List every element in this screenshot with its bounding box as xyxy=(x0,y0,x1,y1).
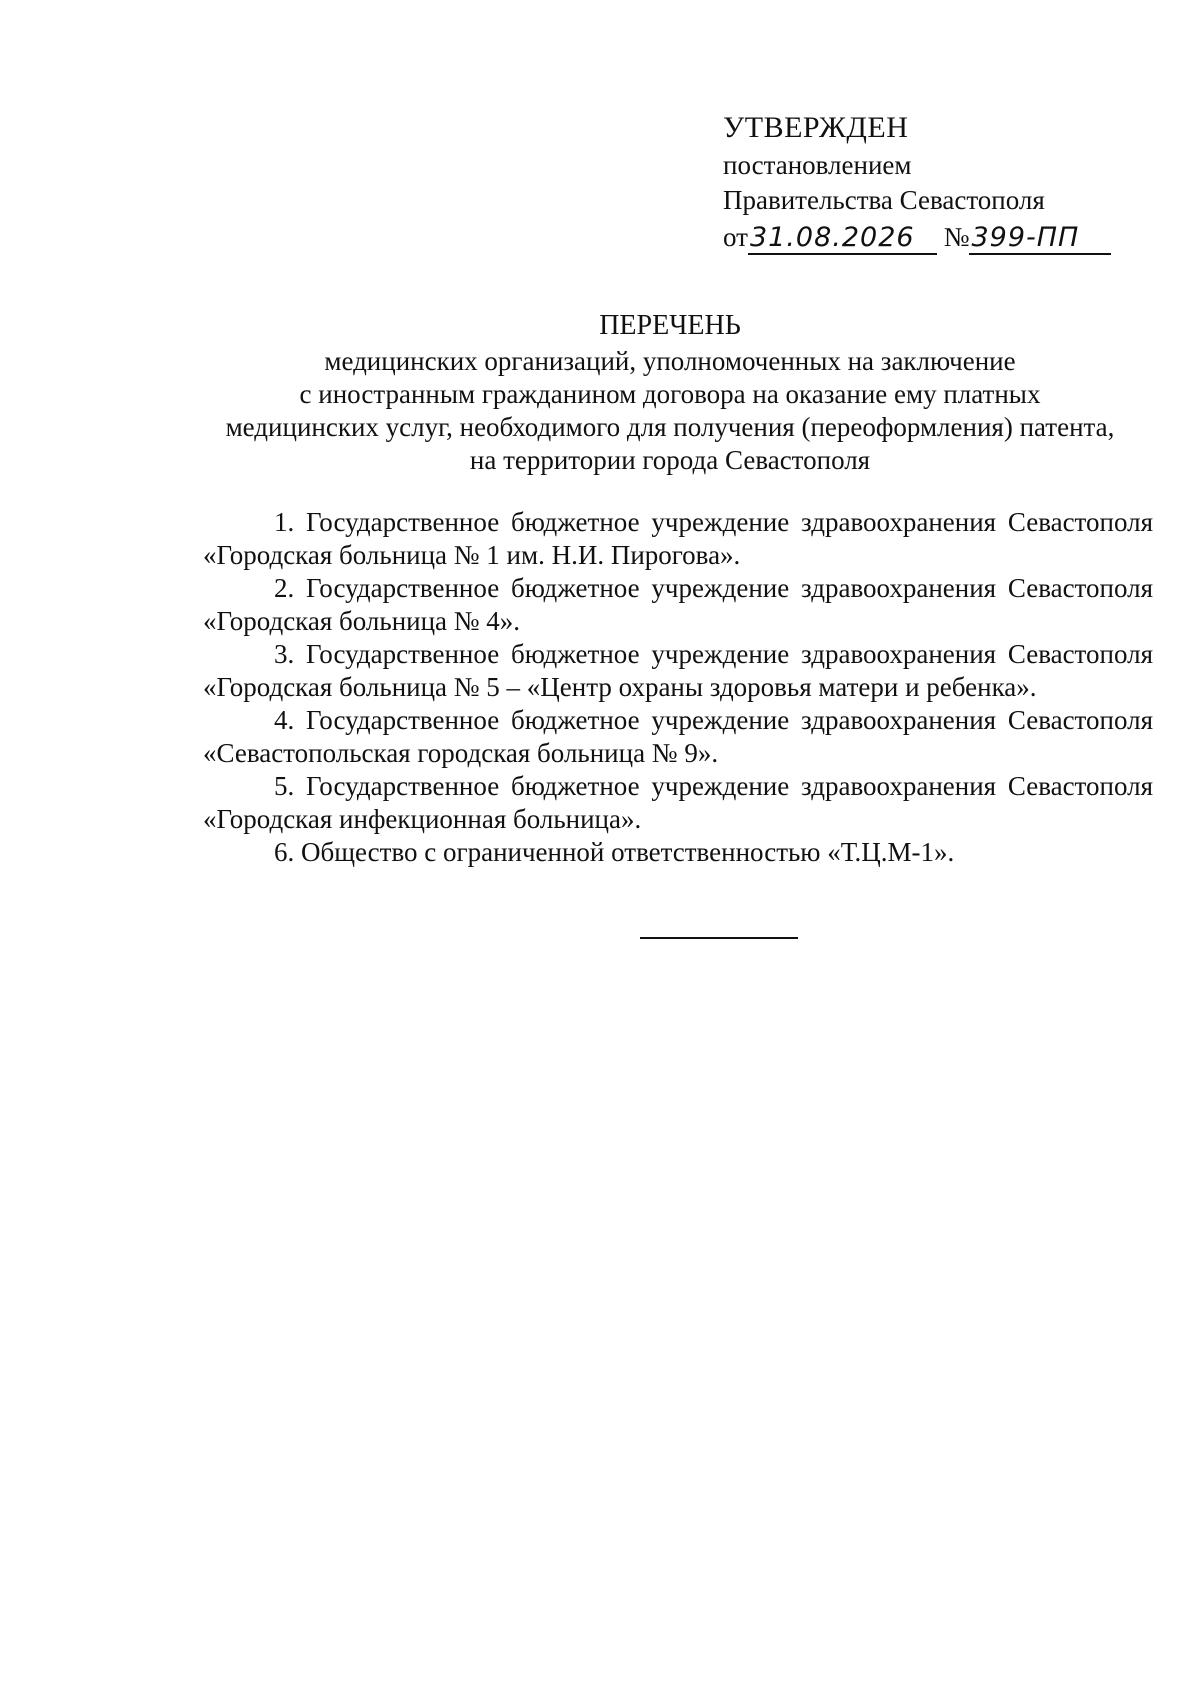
number-prefix: № xyxy=(943,222,970,252)
list-item: 5. Государственное бюджетное учреждение здравоохранения Севастополя «Городская инфекционная больница». xyxy=(203,771,1153,834)
handwritten-number: 399-ПП xyxy=(969,223,1111,255)
title-line-4: на территории города Севастополя xyxy=(469,445,871,475)
title-heading: ПЕРЕЧЕНЬ xyxy=(599,310,741,341)
organization-list xyxy=(203,506,1153,869)
document-title xyxy=(190,309,1150,477)
handwritten-date: 31.08.2026 xyxy=(748,223,937,255)
title-line-2: с иностранным гражданином договора на оказание ему платных xyxy=(299,379,1041,409)
approval-line-1: постановлением xyxy=(723,150,912,180)
list-item: 3. Государственное бюджетное учреждение здравоохранения Севастополя «Городская больница № 5 – «Центр охраны здоровья матери и ребенка». xyxy=(203,639,1153,702)
list-item: 6. Общество с ограниченной ответственностью «Т.Ц.М-1». xyxy=(274,837,955,867)
title-line-1: медицинских организаций, уполномоченных на заключение xyxy=(324,346,1016,376)
list-item: 4. Государственное бюджетное учреждение здравоохранения Севастополя «Севастопольская городская больница № 9». xyxy=(203,705,1153,768)
approval-block xyxy=(723,108,1143,255)
date-prefix: от xyxy=(723,222,748,252)
approval-line-2: Правительства Севастополя xyxy=(723,185,1045,215)
list-item: 1. Государственное бюджетное учреждение здравоохранения Севастополя «Городская больница № 1 им. Н.И. Пирогова». xyxy=(203,507,1153,570)
closing-rule xyxy=(640,937,798,939)
approval-date-line xyxy=(723,220,1143,255)
list-item: 2. Государственное бюджетное учреждение здравоохранения Севастополя «Городская больница № 4». xyxy=(203,573,1153,636)
title-line-3: медицинских услуг, необходимого для получения (переоформления) патента, xyxy=(225,412,1115,442)
approved-label: УТВЕРЖДЕН xyxy=(723,111,909,144)
